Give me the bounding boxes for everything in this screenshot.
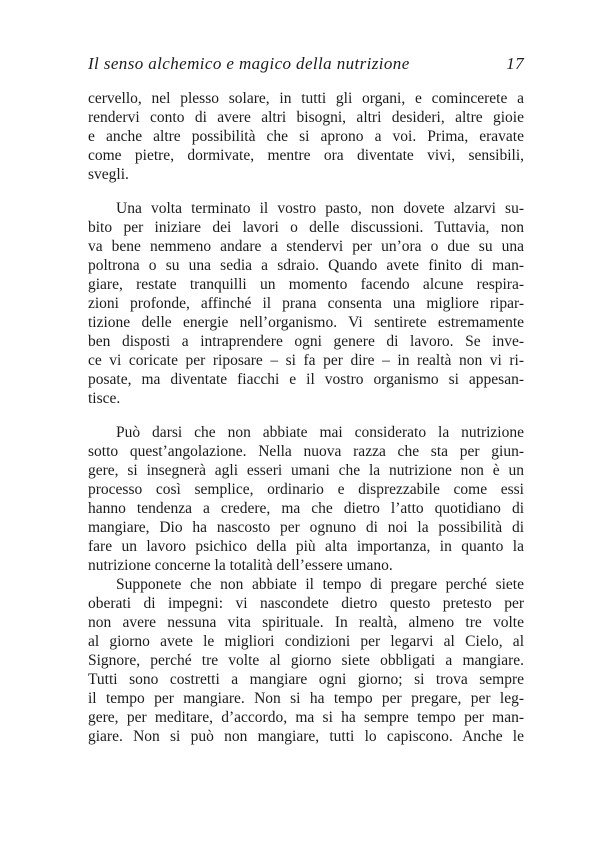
text-line: svegli. [88, 166, 129, 183]
text-line: va bene nemmeno andare a stendervi per un’ora o due su una [88, 238, 524, 255]
text-line: non avere nessuna vita spirituale. In realtà, almeno tre volte [88, 614, 524, 631]
chapter-title: Il senso alchemico e magico della nutrizione [88, 54, 410, 73]
text-line: fare un lavoro psichico della più alta importanza, in quanto la [88, 538, 524, 555]
text-line: il tempo per mangiare. Non si ha tempo per pregare, per leg- [88, 690, 524, 707]
text-line: hanno tendenza a credere, ma che dietro l’atto quotidiano di [88, 500, 524, 517]
text-line: poltrona o su una sedia a sdraio. Quando avete finito di man- [88, 257, 524, 274]
text-line: ce vi coricate per riposare – si fa per dire – in realtà non vi ri- [88, 352, 524, 369]
paragraph [88, 199, 524, 408]
text-line: processo così semplice, ordinario e disprezzabile come essi [88, 481, 524, 498]
text-line: tizione delle energie nell’organismo. Vi sentirete estremamente [88, 314, 524, 331]
text-line: mangiare, Dio ha nascosto per ognuno di noi la possibilità di [88, 519, 524, 536]
text-line: rendervi conto di avere altri bisogni, altri desideri, altre gioie [88, 109, 524, 126]
text-line: giare. Non si può non mangiare, tutti lo capiscono. Anche le [88, 728, 524, 745]
text-line: oberati di impegni: vi nascondete dietro questo pretesto per [88, 595, 524, 612]
text-line: nutrizione concerne la totalità dell’essere umano. [88, 557, 393, 574]
text-line: gere, per meditare, d’accordo, ma si ha sempre tempo per man- [88, 709, 524, 726]
text-line: e anche altre possibilità che si aprono a voi. Prima, eravate [88, 128, 524, 145]
page-number: 17 [506, 54, 524, 73]
running-header [88, 54, 524, 74]
text-line: ben disposti a intraprendere ogni genere di lavoro. Se inve- [88, 333, 524, 350]
text-line: Una volta terminato il vostro pasto, non dovete alzarvi su- [116, 200, 524, 217]
text-line: Tutti sono costretti a mangiare ogni giorno; si trova sempre [88, 671, 524, 688]
text-line: bito per iniziare dei lavori o delle discussioni. Tuttavia, non [88, 219, 524, 236]
text-line: gere, si insegnerà agli esseri umani che la nutrizione non è un [88, 462, 524, 479]
text-line: sotto quest’angolazione. Nella nuova razza che sta per giun- [88, 443, 524, 460]
page-body-text [88, 89, 524, 746]
text-line: cervello, nel plesso solare, in tutti gli organi, e comincerete a [88, 90, 524, 107]
text-line: al giorno avete le migliori condizioni per legarvi al Cielo, al [88, 633, 524, 650]
text-line: Signore, perché tre volte al giorno siete obbligati a mangiare. [88, 652, 524, 669]
text-line: come pietre, dormivate, mentre ora diventate vivi, sensibili, [88, 147, 524, 164]
paragraph [88, 423, 524, 575]
paragraph [88, 89, 524, 184]
text-line: tisce. [88, 390, 121, 407]
text-line: giare, restate tranquilli un momento facendo alcune respira- [88, 276, 524, 293]
paragraph [88, 575, 524, 746]
text-line: zioni profonde, affinché il prana consenta una migliore ripar- [88, 295, 524, 312]
text-line: posate, ma diventate fiacchi e il vostro organismo si appesan- [88, 371, 524, 388]
text-line: Può darsi che non abbiate mai considerato la nutrizione [116, 424, 524, 441]
text-line: Supponete che non abbiate il tempo di pregare perché siete [116, 576, 524, 593]
